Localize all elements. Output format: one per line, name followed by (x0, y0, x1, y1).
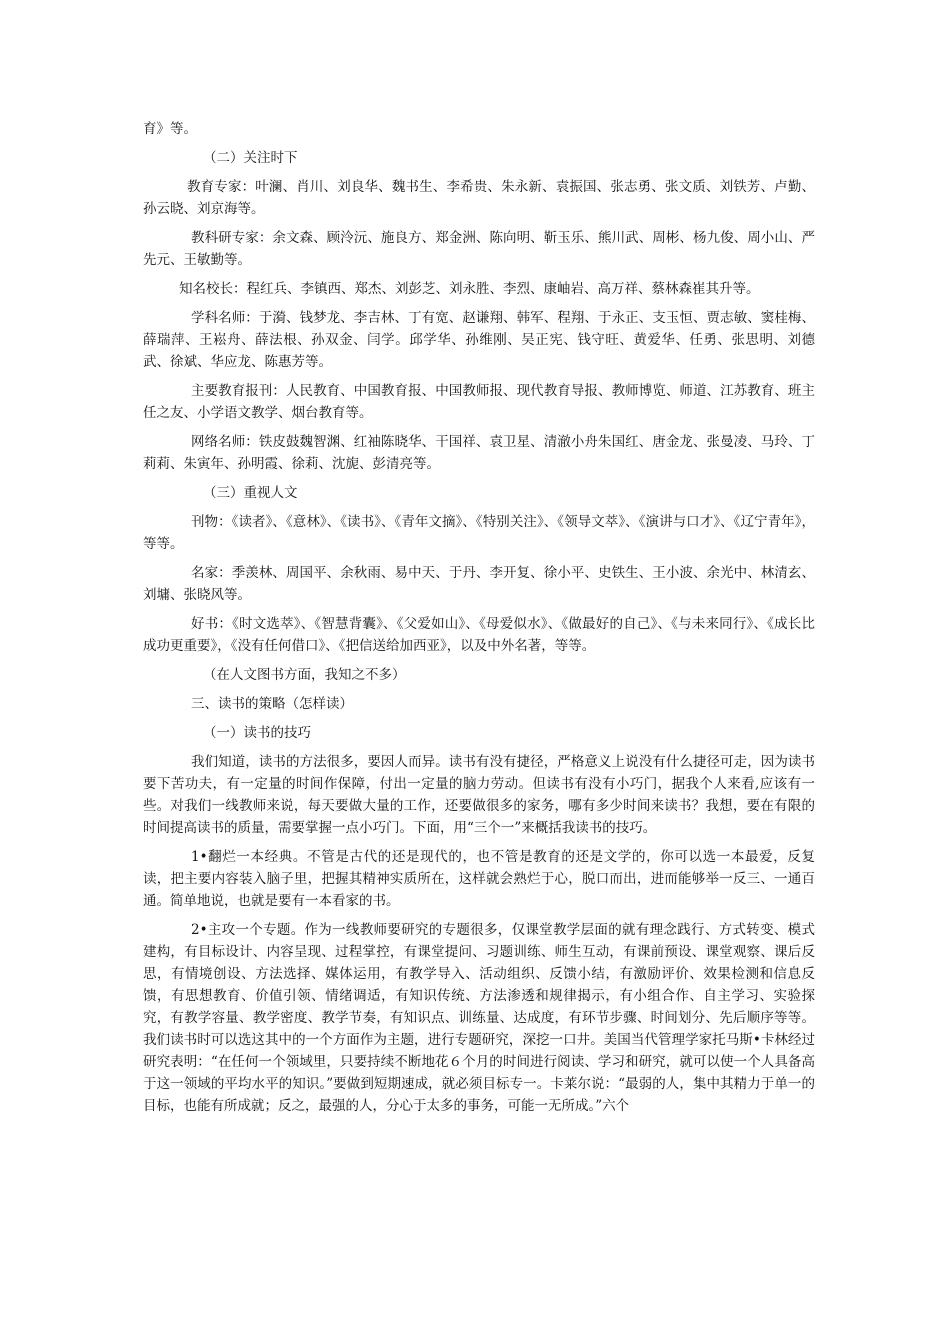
paragraph: 2•主攻一个专题。作为一线教师要研究的专题很多，仅课堂教学层面的就有理念践行、方式转变、模式建构，有目标设计、内容呈现、过程掌控，有课堂提问、习题训练、师生互动，有课前预设、课堂观察、课后反思，有情境创设、方法选择、媒体运用，有教学导入、活动组织、反馈小结，有激励评价、效果检测和信息反馈，有思想教育、价值引领、情绪调适，有知识传统、方法渗透和规律揭示，有小组合作、自主学习、实验探究，有教学容量、教学密度、教学节奏，有知识点、训练量、达成度，有环节步骤、时间划分、先后顺序等等。我们读书时可以选这其中的一个方面作为主题，进行专题研究，深挖一口井。美国当代管理学家托马斯•卡林经过研究表明：“在任何一个领域里，只要持续不断地花６个月的时间进行阅读、学习和研究，就可以使一个人具备高于这一领域的平均水平的知识。”要做到短期速成，就必须目标专一。卡莱尔说：“最弱的人，集中其精力于单一的目标，也能有所成就；反之，最强的人，分心于太多的事务，可能一无所成。”六个 (143, 922, 815, 1114)
section-heading: （三）重视人文 (203, 485, 298, 501)
paragraph: 名家：季羡林、周国平、余秋雨、易中天、于丹、李开复、徐小平、史铁生、王小波、余光中、林清玄、刘墉、张晓风等。 (143, 565, 815, 603)
paragraph: 教育专家：叶澜、肖川、刘良华、魏书生、李希贵、朱永新、袁振国、张志勇、张文质、刘铁芳、卢勤、孙云晓、刘京海等。 (143, 179, 815, 217)
paragraph: 刊物：《读者》、《意林》、《读书》、《青年文摘》、《特别关注》、《领导文萃》、《演讲与口才》、《辽宁青年》，等等。 (143, 514, 815, 552)
chapter-heading: 三、读书的策略（怎样读） (191, 696, 353, 712)
paragraph: 我们知道，读书的方法很多，要因人而异。读书有没有捷径，严格意义上说没有什么捷径可走，因为读书要下苦功夫，有一定量的时间作保障，付出一定量的脑力劳动。但读书有没有小巧门，据我个人来看,应该有一些。对我们一线教师来说，每天要做大量的工作，还要做很多的家务，哪有多少时间来读书？我想，要在有限的时间提高读书的质量，需要掌握一点小巧门。下面，用“三个一”来概括我读书的技巧。 (143, 754, 815, 836)
paragraph: 1•翻烂一本经典。不管是古代的还是现代的，也不管是教育的还是文学的，你可以选一本最爱，反复读，把主要内容装入脑子里，把握其精神实质所在，这样就会熟烂于心，脱口而出，进而能够举一反三、一通百通。简单地说，也就是要有一本看家的书。 (143, 849, 815, 909)
paragraph: 教科研专家：余文森、顾泠沅、施良方、郑金洲、陈向明、靳玉乐、熊川武、周彬、杨九俊、周小山、严先元、王敏勤等。 (143, 230, 815, 268)
paragraph: 育》等。 (143, 121, 197, 137)
paragraph: 学科名师：于漪、钱梦龙、李吉林、丁有宽、赵谦翔、韩军、程翔、于永正、支玉恒、贾志敏、窦桂梅、薛瑞萍、王崧舟、薛法根、孙双金、闫学。邱学华、孙维刚、吴正宪、钱守旺、黄爱华、任勇、张思明、刘德武、徐斌、华应龙、陈惠芳等。 (143, 310, 815, 370)
section-heading: （二）关注时下 (203, 150, 298, 166)
note: （在人文图书方面，我知之不多） (203, 667, 406, 683)
document-page (143, 118, 815, 1124)
paragraph: 网络名师：铁皮鼓魏智渊、红袖陈晓华、干国祥、袁卫星、清澈小舟朱国红、唐金龙、张曼凌、马玲、丁莉莉、朱寅年、孙明霞、徐莉、沈旎、彭清亮等。 (143, 434, 815, 472)
paragraph: 好书：《时文选萃》、《智慧背囊》、《父爱如山》、《母爱似水》、《做最好的自己》、《与未来同行》、《成长比成功更重要》，《没有任何借口》、《把信送给加西亚》，以及中外名著，等等。 (143, 616, 815, 654)
paragraph: 主要教育报刊：人民教育、中国教育报、中国教师报、现代教育导报、教师博览、师道、江苏教育、班主任之友、小学语文教学、烟台教育等。 (143, 383, 815, 421)
paragraph: 知名校长：程红兵、李镇西、郑杰、刘彭芝、刘永胜、李烈、康岫岩、高万祥、蔡林森崔其升等。 (179, 281, 760, 297)
section-heading: （一）读书的技巧 (203, 725, 311, 741)
